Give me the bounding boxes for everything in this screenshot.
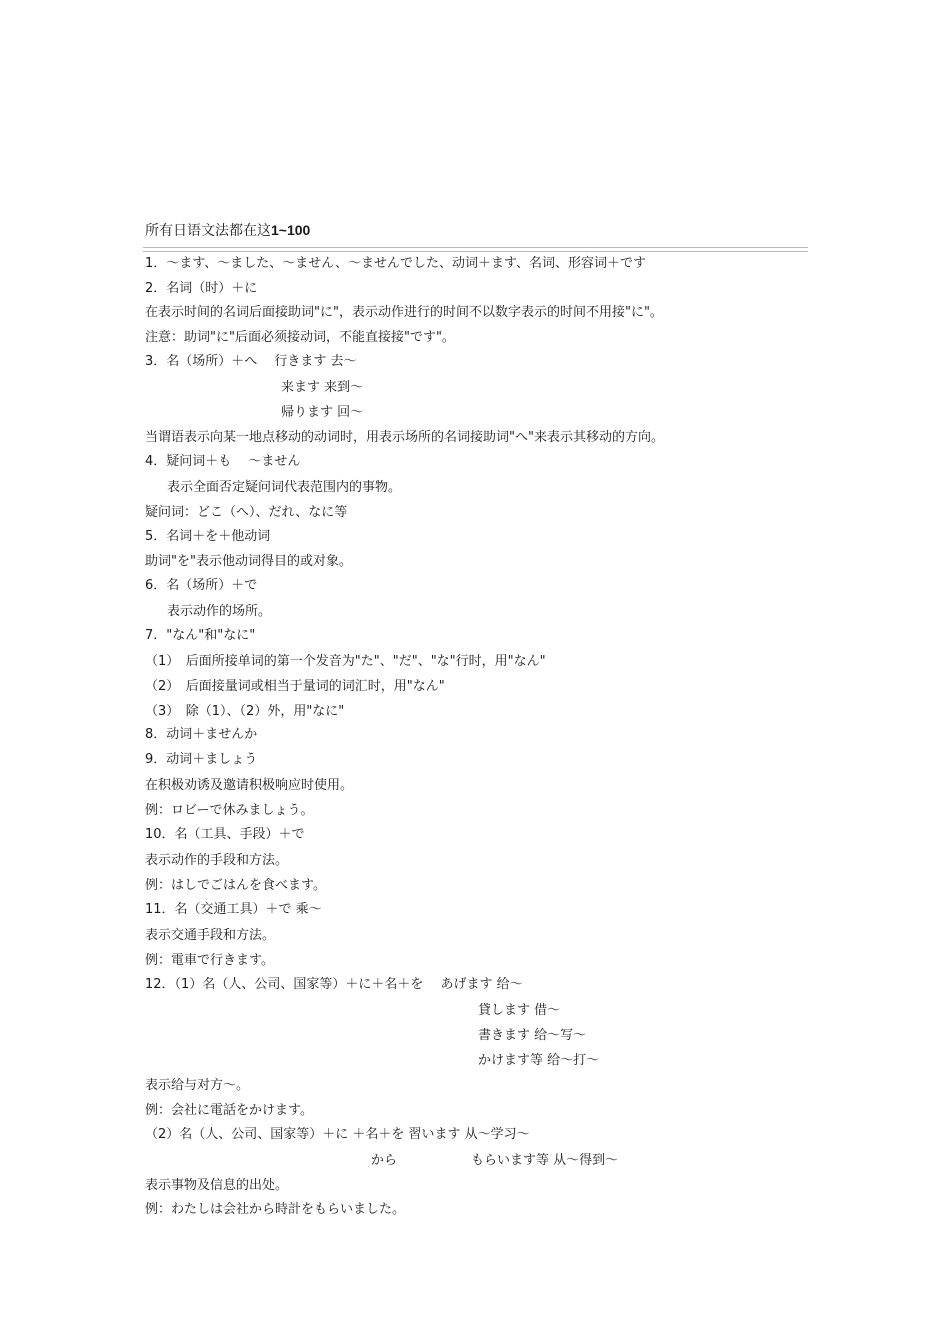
text-line: 4．疑问词＋も ～ません <box>145 454 301 469</box>
text-line: 表示动作的手段和方法。 <box>145 853 289 868</box>
text-line: 例：電車で行きます。 <box>145 953 274 968</box>
title-divider <box>143 247 808 252</box>
text-line: 来ます 来到～ <box>281 380 364 395</box>
text-line: から <box>371 1153 398 1168</box>
text-line: 助词"を"表示他动词得目的或对象。 <box>145 554 352 569</box>
text-line: 例：ロビーで休みましょう。 <box>145 803 314 818</box>
text-line: （3） 除（1）、（2）外，用"なに" <box>145 704 345 719</box>
text-line: 5．名词＋を＋他动词 <box>145 529 271 544</box>
text-line: 表示交通手段和方法。 <box>145 928 276 943</box>
text-line: 7．"なん"和"なに" <box>145 628 256 643</box>
title-text: 所有日语文法都在这 <box>145 223 271 239</box>
text-line: （2） 后面接量词或相当于量词的词汇时，用"なん" <box>145 679 445 694</box>
text-line: 例：わたしは会社から時計をもらいました。 <box>145 1202 406 1217</box>
text-line: 書きます 给～写～ <box>478 1028 587 1043</box>
title-range: 1~100 <box>271 222 311 238</box>
text-line: 9．动词＋ましょう <box>145 752 258 767</box>
text-line: 12．（1）名（人、公司、国家等）＋に＋名＋を あげます 给～ <box>145 977 523 992</box>
text-line: かけます等 给～打～ <box>478 1053 600 1068</box>
text-line: 8．动词＋ませんか <box>145 727 258 742</box>
page-title <box>145 220 310 240</box>
text-line: 当谓语表示向某一地点移动的动词时，用表示场所的名词接助词"へ"来表示其移动的方向。 <box>145 430 664 445</box>
text-line: 在表示时间的名词后面接助词"に"，表示动作进行的时间不以数字表示的时间不用接"に"。 <box>145 305 663 320</box>
text-line: 表示动作的场所。 <box>167 604 272 619</box>
text-line: 表示全面否定疑问词代表范围内的事物。 <box>167 480 402 495</box>
text-line: 例：はしでごはんを食べます。 <box>145 878 326 893</box>
text-line: 表示事物及信息的出处。 <box>145 1178 289 1193</box>
text-line: 帰ります 回～ <box>281 405 364 420</box>
text-line: 在积极劝诱及邀请积极响应时使用。 <box>145 778 354 793</box>
text-line: 1．～ます、～ました、～ません、～ませんでした、动词＋ます、名词、形容词＋です <box>145 256 646 271</box>
text-line: （1） 后面所接单词的第一个发音为"た"、"だ"、"な"行时，用"なん" <box>145 654 546 669</box>
text-line: 貸します 借～ <box>478 1003 561 1018</box>
text-line: もらいます等 从～得到～ <box>471 1153 619 1168</box>
text-line: 3．名（场所）＋へ 行きます 去～ <box>145 354 357 369</box>
text-line: 例：会社に電話をかけます。 <box>145 1103 313 1118</box>
text-line: 注意：助词"に"后面必须接动词，不能直接接"です"。 <box>145 330 455 345</box>
text-line: （2）名（人、公司、国家等）＋に ＋名＋を 習います 从～学习～ <box>145 1127 530 1142</box>
text-line: 10．名（工具、手段）＋で <box>145 827 305 842</box>
text-line: 2．名词（时）＋に <box>145 281 258 296</box>
text-line: 6．名（场所）＋で <box>145 578 258 593</box>
text-line: 表示给与对方～。 <box>145 1078 250 1093</box>
text-line: 11．名（交通工具）＋で 乘～ <box>145 902 322 917</box>
text-line: 疑问词：どこ（へ）、だれ、なに等 <box>145 505 348 520</box>
